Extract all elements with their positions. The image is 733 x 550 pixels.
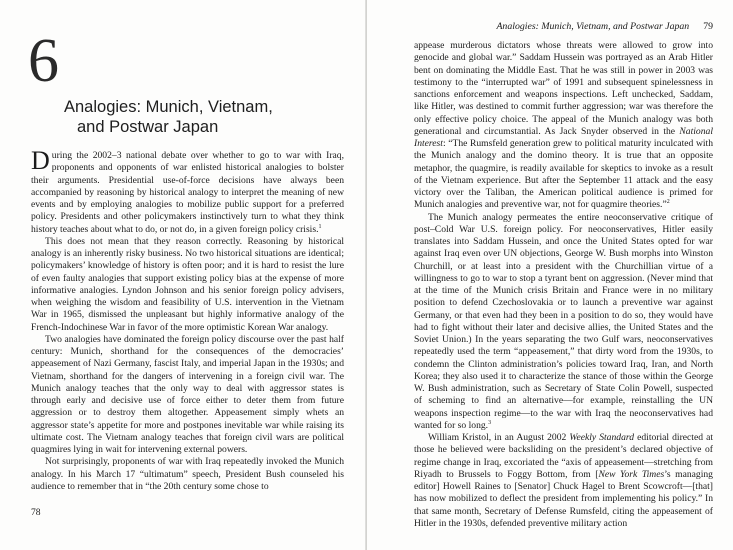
- left-page: [0, 0, 366, 550]
- right-body-text: [414, 40, 713, 530]
- footnote-marker: 2: [666, 199, 670, 206]
- paragraph: [414, 212, 713, 433]
- text-run: appease murderous dictators whose threats were allowed to grow into genocide and global war.” Saddam Hussein was portrayed as an Arab Hitler bent on dominating the Middle East. That he was still in power in 2003 was testimony to the “interrupted war” of 1991 and subsequent spinelessness in sanctions enforcement and weapons inspections. Left unchecked, Saddam, like Hitler, was destined to commit further aggression; war was therefore the only effective policy choice. The appeal of the Munich analogy was both generational and circumstantial. As Jack Snyder observed in the: [414, 40, 713, 137]
- footnote-marker: 3: [488, 419, 492, 426]
- text-run: : “The Rumsfeld generation grew to political maturity inculcated with the Munich analogy and the domino theory. It is true that an opposite metaphor, the quagmire, is readily available for skeptics to invoke as a result of the Vietnam experience. But after the September 11 attack and the easy victory over the Taliban, the American political audience is primed for Munich analogies and preventive war, not for quagmire theories.”: [414, 138, 713, 211]
- italic-title: National Interest: [414, 125, 713, 149]
- chapter-title-line2: and Postwar Japan: [77, 118, 219, 136]
- running-head: [481, 21, 713, 32]
- paragraph: [414, 432, 713, 530]
- chapter-title: [64, 97, 304, 137]
- paragraph: [414, 40, 713, 212]
- text-run: ’s managing editor] Howell Raines to [Senator] Chuck Hagel to Brent Scowcroft—[that] has now mobilized to deflect the president from implementing his policy.” In that same month, Secretary of Defense Rumsfeld, citing the appeasement of Hitler in the 1930s, defended preventive military action: [414, 468, 713, 529]
- running-head-title: Analogies: Munich, Vietnam, and Postwar Japan: [496, 21, 690, 32]
- drop-cap: D: [31, 146, 50, 175]
- paragraph-text: uring the 2002–3 national debate over whether to go to war with Iraq, proponents and opponents of war enlisted historical analogies to bolster their arguments. Presidential use-of-force decisions have always been accompanied by reasoning by historical analogy to interpret the meaning of new events and by employing analogies to mobilize public support for a preferred policy. Presidents and other policymakers instinctively turn to what they think history teaches about what to do, or not do, in a given foreign policy crisis.: [31, 150, 344, 235]
- chapter-title-line1: Analogies: Munich, Vietnam,: [64, 98, 273, 116]
- page-number-right: 79: [703, 21, 713, 32]
- chapter-number: 6: [28, 27, 59, 95]
- left-body-text: [31, 146, 344, 493]
- paragraph: This does not mean that they reason correctly. Reasoning by historical analogy is an inherently risky business. No two historical situations are identical; policymakers’ knowledge of history is often poor; and it is hard to resist the lure of even faulty analogies that support existing policy bias at the expense of more informative analogies. Lyndon Johnson and his senior foreign policy advisers, when weighing the wisdom and feasibility of U.S. intervention in the Vietnam War in 1965, dismissed the unpleasant but highly informative analogy of the French-Indochinese War in favor of the more optimistic Korean War analogy.: [31, 235, 344, 333]
- paragraph: Not surprisingly, proponents of war with Iraq repeatedly invoked the Munich analogy. In his March 17 “ultimatum” speech, President Bush counseled his audience to remember that in “the 20th century some chose to: [31, 456, 344, 492]
- italic-title: New York Times: [598, 468, 665, 480]
- italic-title: Weekly Standard: [569, 432, 635, 443]
- page-number-left: 78: [31, 507, 41, 518]
- footnote-marker: 1: [318, 223, 322, 230]
- text-run: editorial directed at those he believed were backsliding on the president’s declared objective of regime change in Iraq, excoriated the “axis of appeasement—stretching from Riyadh to Brussels to Foggy Bottom, from [: [414, 432, 714, 480]
- text-run: The Munich analogy permeates the entire neoconservative critique of post–Cold War U.S. foreign policy. For neoconservatives, Hitler easily translates into Saddam Hussein, and once the United States opted for war against Iraq even over UN objections, George W. Bush morphs into Winston Churchill, or at least into a president with the Churchillian virtue of a willingness to go to war to stop a tyrant bent on aggression. (Never mind that at the time of the Munich crisis Britain and France were in no military position to defend Czechoslovakia or to launch a preventive war against Germany, or that even had they been in a position to do so, they would have had to fight without their later and decisive allies, the United States and the Soviet Union.) In the years separating the two Gulf wars, neoconservatives repeatedly used the term “appeasement,” that dirty word from the 1930s, to condemn the Clinton administration’s policies toward Iraq, Iran, and North Korea; they also used it to characterize the stance of those within the George W. Bush administration, such as Secretary of State Colin Powell, suspected of scheming to find an alternative—for example, reinstalling the UN weapons inspection regime—to the war with Iraq the neoconservatives had wanted for so long.: [414, 211, 713, 431]
- right-page: [367, 0, 733, 550]
- text-run: William Kristol, in an August 2002: [428, 432, 570, 443]
- paragraph: [31, 146, 344, 236]
- paragraph: Two analogies have dominated the foreign policy discourse over the past half century: Munich, shorthand for the consequences of the democracies’ appeasement of Nazi Germany, fascist Italy, and imperial Japan in the 1930s; and Vietnam, shorthand for the dangers of intervening in a foreign civil war. The Munich analogy teaches that the only way to deal with aggressor states is through early and decisive use of force either to deter them from future aggression or to destroy them altogether. Appeasement simply whets an aggressor state’s appetite for more and postpones inevitable war while raising its ultimate cost. The Vietnam analogy teaches that foreign civil wars are political quagmires lying in wait for intervening external powers.: [31, 333, 344, 455]
